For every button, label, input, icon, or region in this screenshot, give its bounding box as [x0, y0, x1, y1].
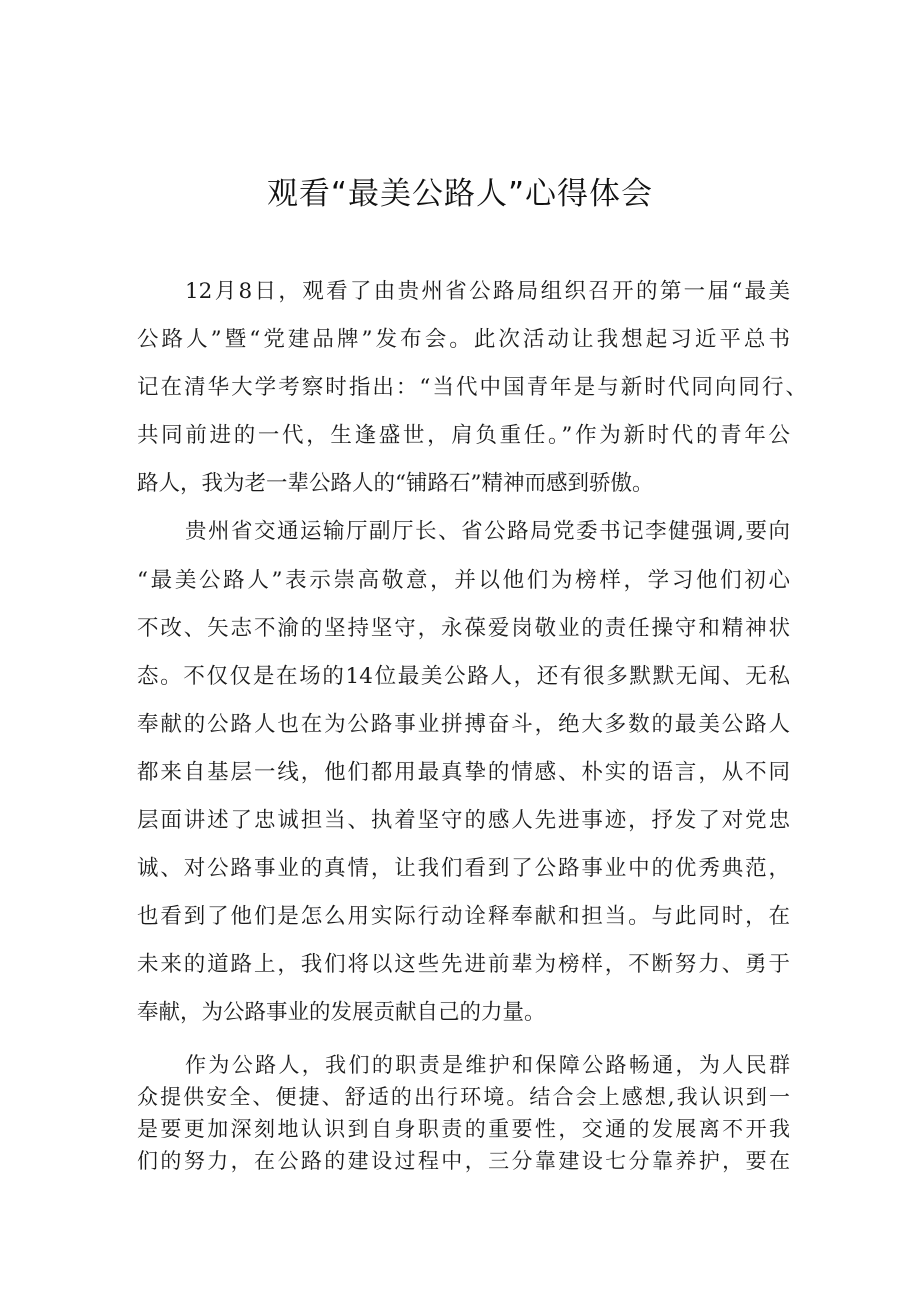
- paragraph-2-line-11: 奉献，为公路事业的发展贡献自己的力量。: [137, 1000, 546, 1025]
- paragraph-1-line-5: 路人，我为老一辈公路人的“铺路石”精神而感到骄傲。: [137, 471, 654, 496]
- paragraph-1-line-4: 共同前进的一代，生逢盛世，肩负重任。”作为新时代的青年公: [137, 423, 790, 448]
- paragraph-2-line-8: 诚、对公路事业的真情，让我们看到了公路事业中的优秀典范，: [137, 856, 790, 881]
- paragraph-2-line-7: 层面讲述了忠诚担当、执着坚守的感人先进事迹，抒发了对党忠: [137, 808, 790, 833]
- paragraph-2-line-9: 也看到了他们是怎么用实际行动诠释奉献和担当。与此同时，在: [137, 904, 790, 929]
- paragraph-1-line-2: 公路人”暨“党建品牌”发布会。此次活动让我想起习近平总书: [137, 327, 790, 352]
- paragraph-2-line-10: 未来的道路上，我们将以这些先进前辈为榜样，不断努力、勇于: [137, 952, 790, 977]
- paragraph-3-line-1: 作为公路人，我们的职责是维护和保障公路畅通，为人民群: [185, 1053, 790, 1077]
- paragraph-3-line-3: 是要更加深刻地认识到自身职责的重要性，交通的发展离不开我: [137, 1117, 790, 1141]
- document-title: 观看“最美公路人”心得体会: [266, 176, 654, 212]
- paragraph-3-line-2: 众提供安全、便捷、舒适的出行环境。结合会上感想,我认识到一: [137, 1085, 790, 1109]
- paragraph-2-line-5: 奉献的公路人也在为公路事业拼搏奋斗，绝大多数的最美公路人: [137, 712, 790, 737]
- paragraph-1-line-3: 记在清华大学考察时指出：“当代中国青年是与新时代同向同行、: [137, 375, 807, 400]
- paragraph-2-line-1: 贵州省交通运输厅副厅长、省公路局党委书记李健强调,要向: [185, 519, 790, 544]
- paragraph-2-line-3: 不改、矢志不渝的坚持坚守，永葆爱岗敬业的责任操守和精神状: [137, 616, 790, 641]
- paragraph-1-line-1: 12月8日，观看了由贵州省公路局组织召开的第一届“最美: [185, 279, 790, 304]
- paragraph-2-line-2: “最美公路人”表示崇高敬意，并以他们为榜样，学习他们初心: [137, 568, 790, 593]
- paragraph-2-line-6: 都来自基层一线，他们都用最真挚的情感、朴实的语言，从不同: [137, 760, 790, 785]
- paragraph-3-line-4: 们的努力，在公路的建设过程中，三分靠建设七分靠养护，要在: [137, 1149, 790, 1173]
- paragraph-2-line-4: 态。不仅仅是在场的14位最美公路人，还有很多默默无闻、无私: [137, 664, 790, 689]
